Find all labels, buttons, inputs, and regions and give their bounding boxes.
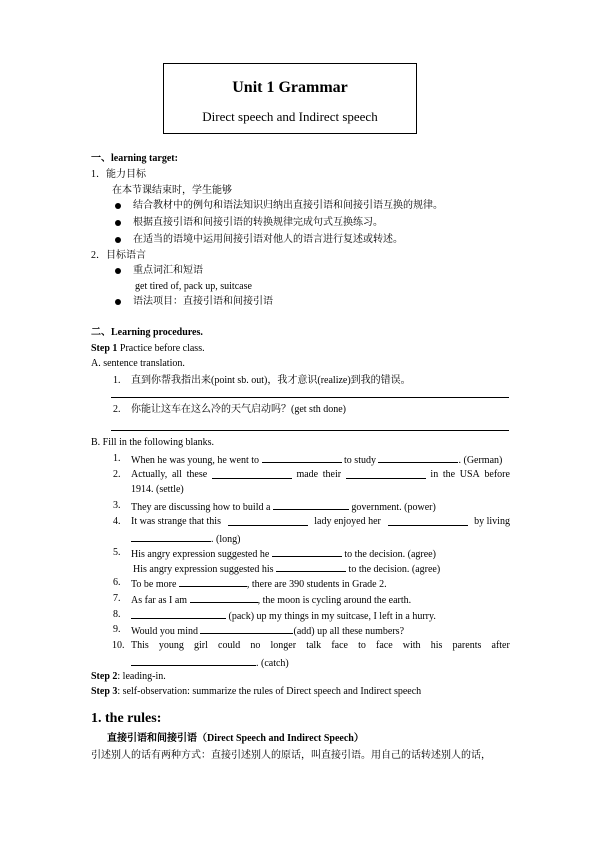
a2-text: 你能让这车在这么冷的天气启动吗？(get sth done) — [131, 404, 346, 415]
b10-word: girl — [194, 640, 208, 651]
b2-word: before — [484, 469, 510, 480]
a1-text: 直到你帮我指出来(point sb. out)，我才意识(realize)到我的错误。 — [131, 375, 411, 386]
b10-number: 10. — [112, 640, 125, 651]
b2-word: in — [430, 469, 439, 480]
a2-number: 2. — [113, 404, 121, 415]
b5-part: His angry expression suggested his — [133, 564, 274, 575]
bullet-icon — [115, 237, 121, 243]
blank[interactable] — [272, 547, 342, 557]
b6-number: 6. — [113, 577, 121, 588]
b1-number: 1. — [113, 453, 121, 464]
blank[interactable] — [346, 469, 426, 479]
b10-part: . (catch) — [256, 658, 289, 669]
bullet-icon — [115, 268, 121, 274]
section1-heading: 一、learning target: — [91, 153, 178, 164]
b2-continuation: 1914. (settle) — [131, 484, 184, 495]
answer-line[interactable] — [111, 397, 509, 398]
b1-part: When he was young, he went to — [131, 455, 260, 466]
b5-second-sentence — [133, 562, 440, 576]
b1-part: . (German) — [458, 455, 503, 466]
target-language-label: 2．目标语言 — [91, 250, 146, 261]
blank[interactable] — [131, 656, 256, 666]
b9-part: Would you mind — [131, 626, 198, 637]
b2-word: made — [296, 469, 319, 480]
b6-sentence — [131, 577, 387, 591]
b10-sentence — [131, 640, 510, 652]
section2-heading: 二、Learning procedures. — [91, 327, 203, 338]
b10-word: face — [331, 640, 348, 651]
blank[interactable] — [276, 562, 346, 572]
blank[interactable] — [190, 593, 258, 603]
b5-sentence — [131, 547, 436, 561]
b1-sentence — [131, 453, 502, 467]
blank[interactable] — [131, 609, 226, 619]
ability-bullet-3: 在适当的语境中运用间接引语对他人的语言进行复述或转述。 — [133, 234, 403, 245]
step2-line — [91, 671, 166, 683]
blank[interactable] — [388, 516, 468, 526]
b7-part: As far as I am — [131, 595, 188, 606]
b1-part: to study — [344, 455, 376, 466]
blank[interactable] — [262, 453, 342, 463]
rules-subheading: 直接引语和间接引语（Direct Speech and Indirect Speech） — [107, 733, 364, 744]
ability-goal-label: 1．能力目标 — [91, 169, 146, 180]
b10-word: could — [218, 640, 241, 651]
b5-number: 5. — [113, 547, 121, 558]
step1-label: Step 1 — [91, 343, 118, 354]
b7-number: 7. — [113, 593, 121, 604]
b10-word: his — [430, 640, 443, 651]
b10-word: parents — [452, 640, 482, 651]
b3-sentence — [131, 500, 436, 514]
b2-sentence — [131, 469, 510, 481]
blank[interactable] — [212, 469, 292, 479]
b5-part: to the decision. (agree) — [348, 564, 441, 575]
bullet-icon — [115, 299, 121, 305]
b2-word: all — [171, 469, 182, 480]
step3-label: Step 3 — [91, 686, 118, 697]
b4-number: 4. — [113, 516, 121, 527]
rules-text: 引述别人的话有两种方式：直接引述别人的原话，叫直接引语。用自己的话转述别人的话， — [91, 750, 491, 761]
ability-bullet-2: 根据直接引语和间接引语的转换规律完成句式互换练习。 — [133, 217, 383, 228]
b7-part: , the moon is cycling around the earth. — [257, 595, 412, 606]
blank[interactable] — [228, 516, 308, 526]
blank[interactable] — [273, 500, 349, 510]
step1-text: Practice before class. — [117, 343, 205, 354]
b3-number: 3. — [113, 500, 121, 511]
b2-word: their — [322, 469, 342, 480]
blank[interactable] — [131, 532, 211, 542]
blank[interactable] — [378, 453, 458, 463]
ability-goal-intro: 在本节课结束时，学生能够 — [112, 185, 232, 196]
step3-text: : self-observation: summarize the rules of Direct speech and Indirect speech — [117, 686, 422, 697]
grammar-label: 语法项目：直接引语和间接引语 — [133, 296, 273, 307]
vocab-list: get tired of, pack up, suitcase — [135, 281, 252, 292]
b2-word: these — [186, 469, 208, 480]
title-box — [163, 63, 417, 134]
b2-word: USA — [459, 469, 480, 480]
b10-word: longer — [270, 640, 297, 651]
b2-word: Actually, — [131, 469, 168, 480]
part-b-heading: B. Fill in the following blanks. — [91, 437, 215, 448]
b2-word: the — [442, 469, 456, 480]
vocab-label: 重点词汇和短语 — [133, 265, 203, 276]
part-a-heading: A. sentence translation. — [91, 358, 185, 369]
rules-heading: 1. the rules: — [91, 711, 162, 726]
b5-part: to the decision. (agree) — [344, 549, 436, 560]
b4-sentence — [131, 516, 510, 528]
b10-word: young — [158, 640, 184, 651]
step3-line — [91, 686, 421, 698]
b4-part: by living — [474, 516, 510, 527]
b9-sentence — [131, 624, 404, 638]
b4-part: It was strange that this — [131, 516, 221, 527]
b3-part: They are discussing how to build a — [131, 502, 271, 513]
b4-continuation — [131, 532, 240, 546]
unit-subtitle: Direct speech and Indirect speech — [202, 109, 378, 124]
blank[interactable] — [179, 577, 247, 587]
a1-number: 1. — [113, 375, 121, 386]
b8-sentence — [131, 609, 436, 623]
b10-word: to — [358, 640, 366, 651]
b10-continuation — [131, 656, 289, 670]
b2-number: 2. — [113, 469, 121, 480]
bullet-icon — [115, 220, 121, 226]
b6-part: To be more — [131, 579, 177, 590]
b3-part: government. (power) — [351, 502, 436, 513]
b7-sentence — [131, 593, 411, 607]
b8-number: 8. — [113, 609, 121, 620]
blank[interactable] — [200, 624, 293, 634]
b10-word: talk — [306, 640, 322, 651]
b9-part: (add) up all these numbers? — [293, 626, 405, 637]
b10-word: face — [376, 640, 393, 651]
b10-word: with — [402, 640, 421, 651]
step2-label: Step 2 — [91, 671, 118, 682]
b10-word: This — [131, 640, 149, 651]
b5-part: His angry expression suggested he — [131, 549, 270, 560]
b10-word: no — [250, 640, 261, 651]
step2-text: : leading-in. — [117, 671, 166, 682]
b4-part: . (long) — [211, 534, 241, 545]
step1-line — [91, 343, 205, 355]
b9-number: 9. — [113, 624, 121, 635]
b6-part: , there are 390 students in Grade 2. — [246, 579, 387, 590]
b4-part: lady enjoyed her — [314, 516, 381, 527]
ability-bullet-1: 结合教材中的例句和语法知识归纳出直接引语和间接引语互换的规律。 — [133, 200, 443, 211]
b8-part: (pack) up my things in my suitcase, I left in a hurry. — [228, 611, 436, 622]
unit-title: Unit 1 Grammar — [232, 79, 348, 96]
b10-word: after — [491, 640, 510, 651]
answer-line[interactable] — [111, 430, 509, 431]
bullet-icon — [115, 203, 121, 209]
